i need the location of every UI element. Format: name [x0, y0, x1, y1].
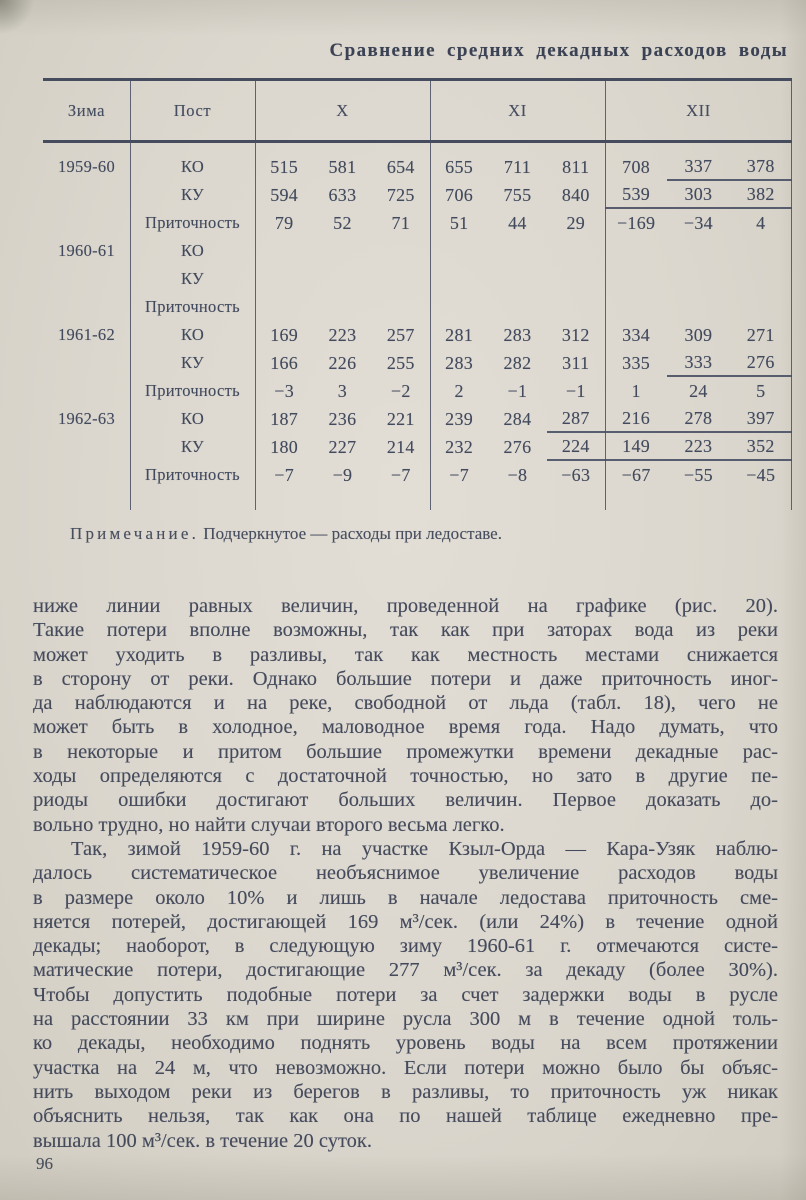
text-line: ниже линии равных величин, проведенной на графике (рис. 20).: [33, 595, 778, 617]
table-data: [43, 143, 792, 489]
post-cell: КУ: [181, 269, 204, 288]
value-cell: 180: [270, 436, 299, 457]
value-cell: [313, 237, 371, 265]
value-cell: 214: [386, 436, 415, 457]
table-row: [43, 377, 792, 405]
value-cell: 706: [445, 184, 474, 205]
value-cell: 811: [562, 156, 590, 177]
column-divider: [605, 78, 606, 510]
value-cell: 187: [270, 408, 299, 429]
column-divider: [130, 78, 131, 510]
text-line: в некоторые и притом большие промежутки времени декадные рас-: [33, 740, 778, 763]
value-cell: 4: [756, 212, 766, 233]
text-line: нить выходом реки из берегов в разливы, то приточность уж никак: [33, 1080, 778, 1103]
value-cell: 2: [454, 380, 464, 401]
post-cell: Приточность: [145, 213, 240, 232]
winter-cell: 1960-61: [57, 241, 116, 260]
value-cell: 79: [274, 212, 294, 233]
value-cell: 382: [730, 181, 792, 209]
value-cell: [488, 293, 546, 321]
value-cell: [547, 265, 605, 293]
value-cell: 52: [333, 212, 352, 233]
value-cell: 309: [684, 324, 713, 345]
table-title: Сравнение средних декадных расходов воды: [329, 40, 788, 61]
value-cell: 29: [566, 212, 586, 233]
value-cell: [488, 237, 546, 265]
table-row: [43, 237, 792, 265]
value-cell: 216: [605, 405, 667, 433]
value-cell: −34: [683, 212, 713, 233]
post-cell: КО: [180, 409, 205, 428]
value-cell: 223: [667, 433, 729, 461]
value-cell: −2: [390, 380, 411, 401]
text-line: далось систематическое необъяснимое увеличение расходов воды: [33, 862, 778, 885]
value-cell: 166: [270, 352, 299, 373]
value-cell: 271: [746, 324, 775, 345]
text-line: объяснить нельзя, так как она по нашей таблице ежедневно пре-: [33, 1105, 778, 1128]
value-cell: 281: [445, 324, 474, 345]
value-cell: 226: [328, 352, 357, 373]
text-line: декады; наоборот, в следующую зиму 1960-61 г. отмечаются систе-: [33, 935, 778, 958]
value-cell: [313, 265, 371, 293]
value-cell: 334: [622, 324, 651, 345]
text-line: Такие потери вполне возможны, так как при заторах вода из реки: [33, 619, 778, 642]
value-cell: 283: [503, 324, 532, 345]
value-cell: 633: [328, 184, 357, 205]
winter-cell: 1959-60: [57, 157, 116, 176]
value-cell: 581: [328, 156, 357, 177]
paragraph: [33, 594, 778, 837]
value-cell: 236: [328, 408, 357, 429]
value-cell: 5: [756, 380, 766, 401]
value-cell: [605, 265, 667, 293]
text-line: вышала 100 м³/сек. в течение 20 суток.: [33, 1129, 372, 1152]
text-line: ко декады, необходимо поднять уровень воды на всем протяжении: [33, 1032, 778, 1055]
value-cell: 149: [605, 433, 667, 461]
winter-cell: [43, 377, 130, 405]
table-row: [43, 153, 792, 181]
value-cell: 594: [270, 184, 299, 205]
value-cell: −7: [390, 464, 411, 485]
value-cell: 221: [386, 408, 415, 429]
value-cell: 335: [622, 352, 651, 373]
value-cell: 169: [270, 324, 299, 345]
value-cell: 378: [730, 153, 792, 181]
value-cell: [255, 265, 313, 293]
note-label: Примечание.: [70, 524, 200, 543]
value-cell: 654: [386, 156, 415, 177]
value-cell: [667, 265, 729, 293]
value-cell: [372, 265, 430, 293]
value-cell: 282: [503, 352, 532, 373]
value-cell: −9: [332, 464, 353, 485]
value-cell: 227: [328, 436, 357, 457]
value-cell: −8: [507, 464, 528, 485]
value-cell: 284: [503, 408, 532, 429]
post-cell: Приточность: [145, 465, 240, 484]
value-cell: 303: [667, 181, 729, 209]
value-cell: 223: [328, 324, 357, 345]
value-cell: 51: [449, 212, 469, 233]
table-row: [43, 349, 792, 377]
table-row: [43, 293, 792, 321]
text-line: вольно трудно, но найти случаи второго весьма легко.: [33, 813, 505, 836]
value-cell: [730, 237, 792, 265]
value-cell: [605, 293, 667, 321]
value-cell: [430, 265, 488, 293]
text-line: няется потерей, достигающей 169 м³/сек. (или 24%) в течение одной: [33, 910, 778, 933]
column-divider: [791, 78, 792, 510]
value-cell: 333: [667, 349, 729, 377]
value-cell: [605, 237, 667, 265]
value-cell: [547, 237, 605, 265]
header-cell-month-x: X: [336, 100, 349, 120]
text-line: Чтобы допустить подобные потери за счет задержки воды в русле: [33, 983, 778, 1006]
value-cell: 655: [445, 156, 474, 177]
value-cell: 312: [561, 324, 590, 345]
table-row: [43, 209, 792, 237]
value-cell: [488, 265, 546, 293]
table-row: [43, 433, 792, 461]
post-cell: КО: [180, 157, 205, 176]
table-row: [43, 461, 792, 489]
value-cell: 337: [667, 153, 729, 181]
value-cell: [667, 237, 729, 265]
value-cell: −7: [274, 464, 295, 485]
value-cell: 71: [391, 212, 411, 233]
text-line: на расстоянии 33 км при ширине русла 300 м в течение одной толь-: [33, 1008, 778, 1031]
value-cell: 725: [386, 184, 415, 205]
value-cell: 283: [445, 352, 474, 373]
value-cell: 755: [503, 184, 532, 205]
header-cell-month-xii: XII: [686, 100, 711, 120]
value-cell: 255: [386, 352, 415, 373]
value-cell: 287: [547, 405, 605, 433]
header-cell-post: Пост: [173, 100, 212, 120]
winter-cell: 1961-62: [57, 325, 116, 344]
post-cell: Приточность: [145, 297, 240, 316]
text-line: риоды ошибки достигают больших величин. Первое доказать до-: [33, 789, 778, 812]
value-cell: −3: [274, 380, 295, 401]
column-divider: [430, 78, 431, 510]
winter-cell: 1962-63: [57, 409, 116, 428]
value-cell: [730, 293, 792, 321]
text-line: может быть в холодное, маловодное время года. Надо думать, что: [33, 716, 778, 739]
value-cell: −7: [449, 464, 470, 485]
winter-cell: [43, 293, 130, 321]
table-row: [43, 321, 792, 349]
value-cell: 1: [631, 380, 641, 401]
value-cell: 24: [689, 380, 708, 401]
value-cell: [730, 265, 792, 293]
text-line: в сторону от реки. Однако большие потери и даже приточность иног-: [33, 667, 778, 690]
value-cell: 711: [503, 156, 532, 177]
value-cell: −67: [621, 464, 651, 485]
value-cell: 276: [503, 436, 532, 457]
header-cell-month-xi: XI: [508, 100, 527, 120]
table-header-row: [43, 81, 792, 140]
post-cell: КО: [180, 241, 205, 260]
value-cell: 840: [561, 184, 590, 205]
text-line: да наблюдаются и на реке, свободной от льда (табл. 18), чего не: [33, 692, 778, 715]
value-cell: 539: [605, 181, 667, 209]
value-cell: [430, 237, 488, 265]
text-line: ходы определяются с достаточной точностью, но зато в другие пе-: [33, 765, 778, 788]
value-cell: [547, 293, 605, 321]
value-cell: 224: [547, 433, 605, 461]
post-cell: КУ: [181, 437, 204, 456]
value-cell: [255, 237, 313, 265]
table-row: [43, 405, 792, 433]
post-cell: Приточность: [145, 381, 240, 400]
value-cell: [372, 293, 430, 321]
value-cell: −45: [746, 464, 776, 485]
body-text: [33, 594, 778, 1153]
text-line: Так, зимой 1959-60 г. на участке Кзыл-Орда — Кара-Узяк наблю-: [71, 837, 778, 860]
comparison-table: [43, 78, 792, 510]
winter-cell: [43, 265, 130, 293]
winter-cell: [43, 181, 130, 209]
text-line: в размере около 10% и лишь в начале ледостава приточность сме-: [33, 886, 778, 909]
value-cell: 397: [730, 405, 792, 433]
note-text: Подчеркнутое — расходы при ледоставе.: [203, 524, 502, 543]
page-number: 96: [36, 1154, 53, 1173]
value-cell: 239: [445, 408, 474, 429]
winter-cell: [43, 349, 130, 377]
value-cell: [430, 293, 488, 321]
value-cell: −55: [683, 464, 713, 485]
column-divider: [255, 78, 256, 510]
value-cell: −1: [565, 380, 586, 401]
paragraph: [33, 837, 778, 1153]
value-cell: [667, 293, 729, 321]
value-cell: −169: [616, 212, 656, 233]
value-cell: 3: [337, 380, 348, 401]
winter-cell: [43, 433, 130, 461]
header-cell-winter: Зима: [67, 100, 106, 120]
winter-cell: [43, 461, 130, 489]
value-cell: [313, 293, 371, 321]
value-cell: [372, 237, 430, 265]
value-cell: 257: [386, 324, 415, 345]
value-cell: 352: [730, 433, 792, 461]
value-cell: 276: [730, 349, 792, 377]
table-row: [43, 181, 792, 209]
value-cell: −63: [561, 464, 591, 485]
winter-cell: [43, 209, 130, 237]
text-line: участка на 24 м, что невозможно. Если потери можно было бы объяс-: [33, 1056, 778, 1079]
value-cell: 278: [667, 405, 729, 433]
table-note: [70, 524, 502, 544]
value-cell: [255, 293, 313, 321]
post-cell: КУ: [181, 353, 204, 372]
text-line: может уходить в разливы, так как местность местами снижается: [33, 643, 778, 666]
value-cell: −1: [507, 380, 528, 401]
value-cell: 44: [508, 212, 527, 233]
table-row: [43, 265, 792, 293]
value-cell: 232: [445, 436, 474, 457]
post-cell: КО: [180, 325, 205, 344]
text-line: матические потери, достигающие 277 м³/сек. за декаду (более 30%).: [33, 959, 778, 982]
value-cell: 708: [622, 156, 651, 177]
post-cell: КУ: [181, 185, 204, 204]
value-cell: 311: [562, 352, 590, 373]
value-cell: 515: [270, 156, 299, 177]
